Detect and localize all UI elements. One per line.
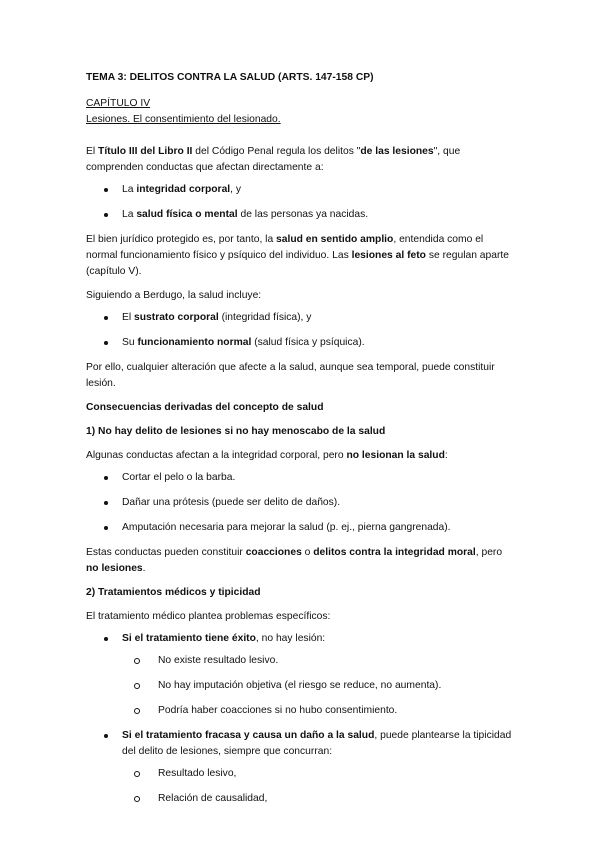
s2-exito-sublist — [122, 653, 516, 719]
list-item: El sustrato corporal (integridad física), y — [86, 310, 516, 326]
bullet-icon — [104, 476, 108, 480]
list-item: Su funcionamiento normal (salud física y psíquica). — [86, 335, 516, 351]
bullet-icon — [104, 213, 108, 217]
sublist-item: No hay imputación objetiva (el riesgo se reduce, no aumenta). — [122, 678, 516, 694]
document-body — [86, 70, 516, 816]
list-item: Amputación necesaria para mejorar la salud (p. ej., pierna gangrenada). — [86, 520, 516, 536]
list-item: Si el tratamiento fracasa y causa un daño a la salud, puede plantearse la tipicidad del delito de lesiones, siempre que concurran: Resultado lesivo, Relación de causalidad, — [86, 728, 516, 807]
circle-bullet-icon — [134, 708, 140, 714]
circle-bullet-icon — [134, 771, 140, 777]
bullet-icon — [104, 316, 108, 320]
circle-bullet-icon — [134, 658, 140, 664]
circle-bullet-icon — [134, 796, 140, 802]
s1-intro-paragraph: Algunas conductas afectan a la integridad corporal, pero no lesionan la salud: — [86, 450, 448, 461]
sublist-item: Resultado lesivo, — [122, 766, 516, 782]
alteracion-paragraph: Por ello, cualquier alteración que afecte a la salud, aunque sea temporal, puede constituir lesión. — [86, 362, 495, 389]
list-item: Si el tratamiento tiene éxito, no hay lesión: No existe resultado lesivo. No hay imputación objetiva (el riesgo se reduce, no aumenta). Podría haber coacciones si no hubo consentimiento. — [86, 631, 516, 719]
bullet-icon — [104, 501, 108, 505]
berdugo-paragraph: Siguiendo a Berdugo, la salud incluye: — [86, 290, 262, 301]
chapter-heading: CAPÍTULO IV — [86, 98, 151, 109]
bullet-icon — [104, 637, 108, 641]
sublist-item: No existe resultado lesivo. — [122, 653, 516, 669]
bullet-icon — [104, 341, 108, 345]
s1-list — [86, 470, 516, 536]
list-item: Cortar el pelo o la barba. — [86, 470, 516, 486]
intro-paragraph: El Título III del Libro II del Código Penal regula los delitos "de las lesiones", que comprenden conductas que afectan directamente a: — [86, 146, 461, 173]
circle-bullet-icon — [134, 683, 140, 689]
berdugo-list — [86, 310, 516, 351]
s2-fracasa-sublist — [122, 766, 516, 807]
list-item: La salud física o mental de las personas ya nacidas. — [86, 207, 516, 223]
section-heading: Consecuencias derivadas del concepto de salud — [86, 402, 324, 413]
subsection-heading-1: 1) No hay delito de lesiones si no hay menoscabo de la salud — [86, 426, 386, 437]
bien-juridico-paragraph: El bien jurídico protegido es, por tanto, la salud en sentido amplio, entendida como el normal funcionamiento físico y psíquico del individuo. Las lesiones al feto se regulan aparte (capítulo V). — [86, 234, 509, 277]
list-item: La integridad corporal, y — [86, 182, 516, 198]
sublist-item: Podría haber coacciones si no hubo consentimiento. — [122, 703, 516, 719]
document-title: TEMA 3: DELITOS CONTRA LA SALUD (ARTS. 147-158 CP) — [86, 72, 374, 83]
sublist-item: Relación de causalidad, — [122, 791, 516, 807]
bullet-icon — [104, 734, 108, 738]
s2-list — [86, 631, 516, 807]
bullet-icon — [104, 188, 108, 192]
list-item: Dañar una prótesis (puede ser delito de daños). — [86, 495, 516, 511]
intro-list — [86, 182, 516, 223]
subsection-heading-2: 2) Tratamientos médicos y tipicidad — [86, 587, 261, 598]
s1-outro-paragraph: Estas conductas pueden constituir coacciones o delitos contra la integridad moral, pero no lesiones. — [86, 547, 503, 574]
chapter-subtitle: Lesiones. El consentimiento del lesionado. — [86, 114, 281, 125]
s2-intro-paragraph: El tratamiento médico plantea problemas específicos: — [86, 611, 331, 622]
bullet-icon — [104, 526, 108, 530]
